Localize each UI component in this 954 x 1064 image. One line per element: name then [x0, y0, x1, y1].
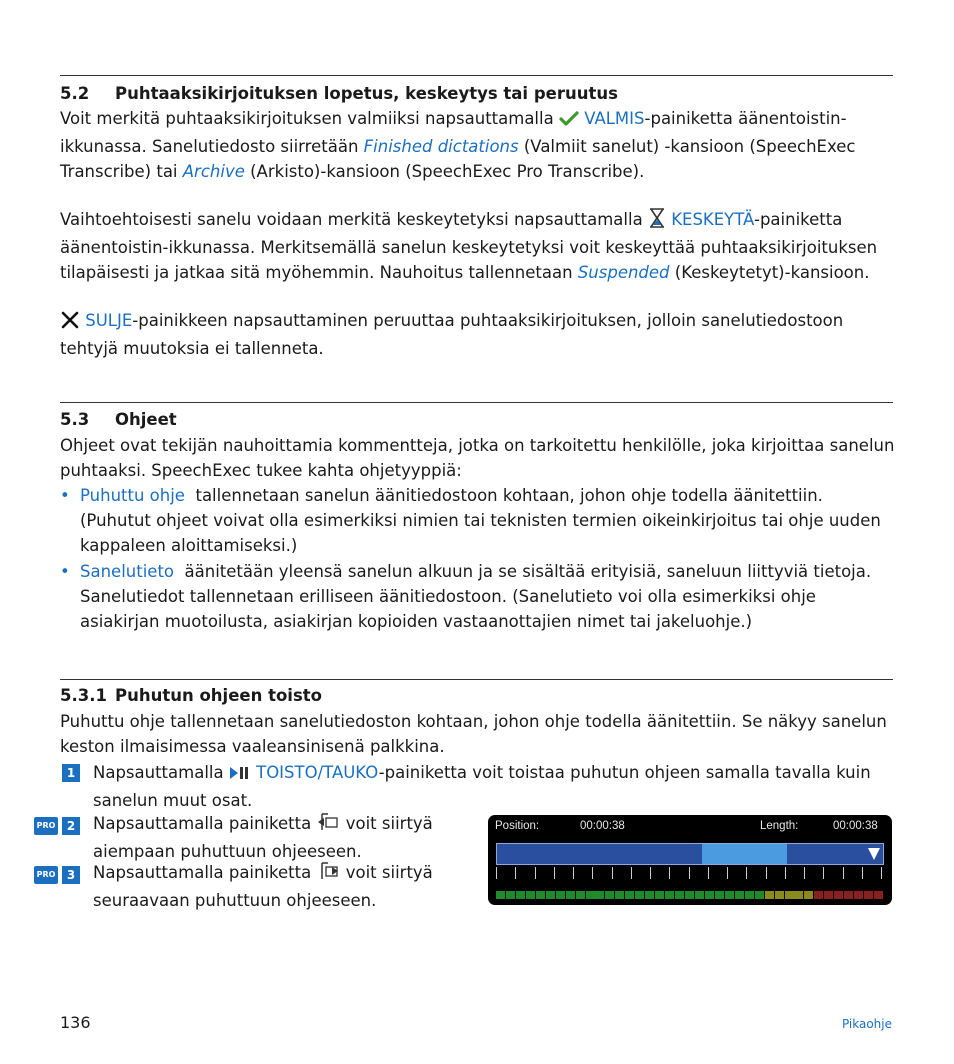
level-led — [695, 891, 704, 899]
level-led — [586, 891, 595, 899]
level-led — [834, 891, 843, 899]
timeline-tick — [573, 867, 574, 879]
valmis-label: VALMIS — [584, 109, 645, 128]
footer-label: Pikaohje — [841, 1017, 892, 1031]
paragraph: Vaihtoehtoisesti sanelu voidaan merkitä keskeytetyksi napsauttamalla KESKEYTÄ-painiketta äänentoistin-ikkunassa. Merkitsemällä sanelun keskeytetyksi voit keskeyttää puhtaaksikirjoituksen tilapäisesti ja jatkaa sitä myöhemmin. Nauhoitus tallennetaan Suspended (Keskeytetyt)-kansioon. — [60, 210, 878, 283]
timeline-tick — [727, 867, 728, 879]
timeline-tick — [785, 867, 786, 879]
level-led — [506, 891, 515, 899]
level-led — [765, 891, 774, 899]
position-label: Position: — [495, 820, 540, 832]
paragraph: Voit merkitä puhtaaksikirjoituksen valmiiksi napsauttamalla VALMIS-painiketta äänentoistin-ikkunassa. Sanelutiedosto siirretään Finished dictations (Valmiit sanelut) -kansioon (SpeechExec Transcribe) tai Archive (Arkisto)-kansioon (SpeechExec Pro Transcribe). — [60, 109, 856, 182]
position-marker-icon — [867, 847, 881, 861]
section-rule — [60, 679, 893, 680]
paragraph: Puhuttu ohje tallennetaan sanelutiedoston kohtaan, johon ohje todella äänitettiin. Se näkyy sanelun keston ilmaisimessa vaaleansinisenä palkkina. — [60, 712, 887, 757]
bullet-dot: • — [60, 562, 70, 581]
level-led — [595, 891, 604, 899]
level-led — [824, 891, 833, 899]
timeline-tick — [862, 867, 863, 879]
level-meter — [496, 891, 884, 899]
timeline-tick — [669, 867, 670, 879]
level-led — [675, 891, 684, 899]
section-heading — [60, 84, 618, 103]
level-led — [526, 891, 535, 899]
timeline-tick — [708, 867, 709, 879]
level-led — [775, 891, 784, 899]
page-number: 136 — [60, 1013, 91, 1032]
timeline-tick — [881, 867, 882, 879]
keskeyta-label: KESKEYTÄ — [671, 210, 754, 229]
folder-name: Finished dictations — [363, 137, 519, 157]
toisto-tauko-label: TOISTO/TAUKO — [256, 763, 379, 782]
level-led — [635, 891, 644, 899]
position-indicator-screenshot — [488, 815, 892, 905]
level-led — [854, 891, 863, 899]
level-led — [516, 891, 525, 899]
folder-name: Suspended — [577, 263, 670, 283]
level-led — [685, 891, 694, 899]
level-led — [645, 891, 654, 899]
step-text: Napsauttamalla TOISTO/TAUKO-painiketta voit toistaa puhutun ohjeen samalla tavalla kuin sanelun muut osat. — [93, 763, 871, 811]
check-icon — [559, 109, 579, 134]
section-heading — [60, 686, 322, 705]
next-instruction-icon — [316, 861, 340, 888]
term: Puhuttu ohje — [80, 486, 185, 505]
section-rule — [60, 402, 893, 403]
length-label: Length: — [760, 820, 799, 832]
timeline-tick — [554, 867, 555, 879]
level-led — [735, 891, 744, 899]
section-rule — [60, 75, 893, 76]
play-pause-icon — [229, 763, 251, 788]
bullet-dot: • — [60, 486, 70, 505]
section-heading — [60, 410, 177, 429]
level-led — [566, 891, 575, 899]
timeline-tick — [535, 867, 536, 879]
step-number-badge: 3 — [62, 866, 80, 884]
timeline-tick — [746, 867, 747, 879]
level-led — [576, 891, 585, 899]
section-number: 5.3.1 — [60, 686, 107, 705]
timeline-tick — [823, 867, 824, 879]
paragraph: Ohjeet ovat tekijän nauhoittamia kommentteja, jotka on tarkoitettu henkilölle, joka kirjoittaa sanelun puhtaaksi. SpeechExec tukee kahta ohjetyyppiä: — [60, 436, 895, 481]
position-value: 00:00:38 — [580, 820, 625, 832]
level-led — [605, 891, 614, 899]
level-led — [536, 891, 545, 899]
level-led — [496, 891, 505, 899]
level-led — [546, 891, 555, 899]
timeline-tick — [650, 867, 651, 879]
previous-instruction-icon — [316, 812, 340, 839]
level-led — [715, 891, 724, 899]
section-title: Ohjeet — [115, 410, 177, 429]
timeline-ticks — [496, 867, 884, 881]
sulje-label: SULJE — [85, 311, 133, 330]
level-led — [755, 891, 764, 899]
level-led — [814, 891, 823, 899]
timeline-tick — [804, 867, 805, 879]
step-text: Napsauttamalla painiketta voit siirtyä seuraavaan puhuttuun ohjeeseen. — [93, 863, 433, 911]
level-led — [785, 891, 794, 899]
level-led — [794, 891, 803, 899]
level-led — [625, 891, 634, 899]
level-led — [725, 891, 734, 899]
pro-badge: PRO — [34, 817, 58, 835]
section-number: 5.2 — [60, 84, 90, 103]
timeline-tick — [592, 867, 593, 879]
level-led — [864, 891, 873, 899]
timeline-tick — [631, 867, 632, 879]
level-led — [615, 891, 624, 899]
term: Sanelutieto — [80, 562, 175, 581]
level-led — [655, 891, 664, 899]
timeline-tick — [515, 867, 516, 879]
step-number-badge: 1 — [62, 764, 80, 782]
timeline-tick — [689, 867, 690, 879]
section-title: Puhtaaksikirjoituksen lopetus, keskeytys tai peruutus — [115, 84, 618, 103]
step-text: Napsauttamalla painiketta voit siirtyä aiempaan puhuttuun ohjeeseen. — [93, 814, 433, 862]
timeline-tick — [496, 867, 497, 879]
dictation-progress-bar — [496, 843, 884, 865]
timeline-tick — [612, 867, 613, 879]
level-led — [844, 891, 853, 899]
hourglass-icon — [648, 208, 666, 235]
section-number: 5.3 — [60, 410, 90, 429]
level-led — [874, 891, 883, 899]
level-led — [745, 891, 754, 899]
timeline-tick — [843, 867, 844, 879]
level-led — [665, 891, 674, 899]
spoken-instruction-highlight — [702, 844, 787, 864]
close-icon — [60, 311, 80, 336]
level-led — [556, 891, 565, 899]
section-title: Puhutun ohjeen toisto — [115, 686, 322, 705]
level-led — [705, 891, 714, 899]
folder-name: Archive — [182, 162, 245, 182]
pro-badge: PRO — [34, 866, 58, 884]
timeline-tick — [766, 867, 767, 879]
paragraph: SULJE-painikkeen napsauttaminen peruuttaa puhtaaksikirjoituksen, jolloin sanelutiedostoon tehtyjä muutoksia ei tallenneta. — [60, 311, 844, 359]
level-led — [804, 891, 813, 899]
step-number-badge: 2 — [62, 817, 80, 835]
length-value: 00:00:38 — [833, 820, 878, 832]
